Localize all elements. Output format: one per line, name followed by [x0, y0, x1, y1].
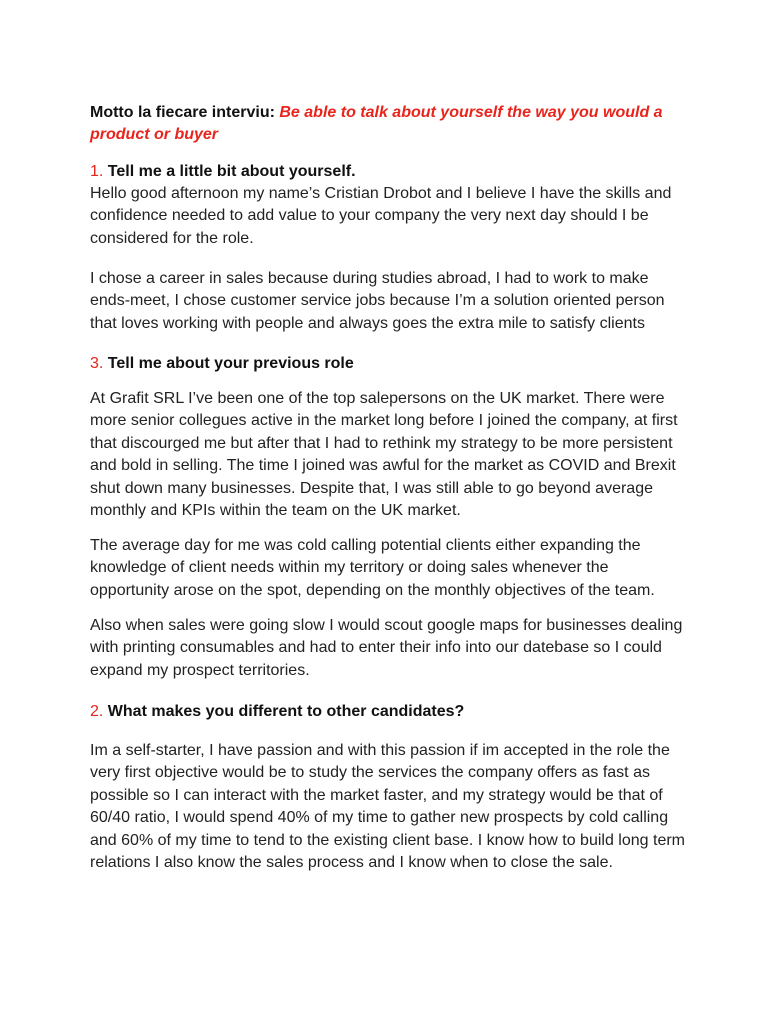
question-heading-1	[90, 161, 690, 183]
question-number: 2.	[90, 703, 104, 720]
question-heading-2	[90, 701, 690, 723]
question-title: What makes you different to other candidates?	[107, 703, 465, 720]
question-heading-3	[90, 353, 690, 375]
motto-text: Be able to talk about yourself the way you would a product or buyer	[90, 104, 663, 144]
answer-paragraph: Also when sales were going slow I would scout google maps for businesses dealing with printing consumables and had to enter their info into our datebase so I could expand my prospect territories.	[90, 617, 683, 679]
question-title: Tell me a little bit about yourself.	[107, 163, 356, 180]
answer-paragraph: The average day for me was cold calling potential clients either expanding the knowledge of client needs within my territory or doing sales whenever the opportunity arose on the spot, depending on the monthly objectives of the team.	[90, 537, 655, 599]
answer-paragraph: I chose a career in sales because during studies abroad, I had to work to make ends-meet, I chose customer service jobs because I’m a solution oriented person that loves working with people and always goes the extra mile to satisfy clients	[90, 270, 665, 332]
question-number: 1.	[90, 163, 104, 180]
motto-line	[90, 102, 690, 147]
question-title: Tell me about your previous role	[107, 355, 354, 372]
answer-paragraph: Hello good afternoon my name’s Cristian Drobot and I believe I have the skills and confidence needed to add value to your company the very next day should I be considered for the role.	[90, 185, 672, 247]
answer-paragraph: At Grafit SRL I’ve been one of the top salepersons on the UK market. There were more senior collegues active in the market long before I joined the company, at first that discourged me but after that I had to rethink my strategy to be more persistent and bold in selling. The time I joined was awful for the market as COVID and Brexit shut down many businesses. Despite that, I was still able to go beyond average monthly and KPIs within the team on the UK market.	[90, 390, 678, 520]
answer-paragraph: Im a self-starter, I have passion and with this passion if im accepted in the role the very first objective would be to study the services the company offers as fast as possible so I can interact with the market faster, and my strategy would be that of 60/40 ratio, I would spend 40% of my time to gather new prospects by cold calling and 60% of my time to tend to the existing client base. I know how to build long term relations I also know the sales process and I know when to close the sale.	[90, 742, 685, 872]
question-number: 3.	[90, 355, 104, 372]
motto-label: Motto la fiecare interviu:	[90, 104, 275, 121]
